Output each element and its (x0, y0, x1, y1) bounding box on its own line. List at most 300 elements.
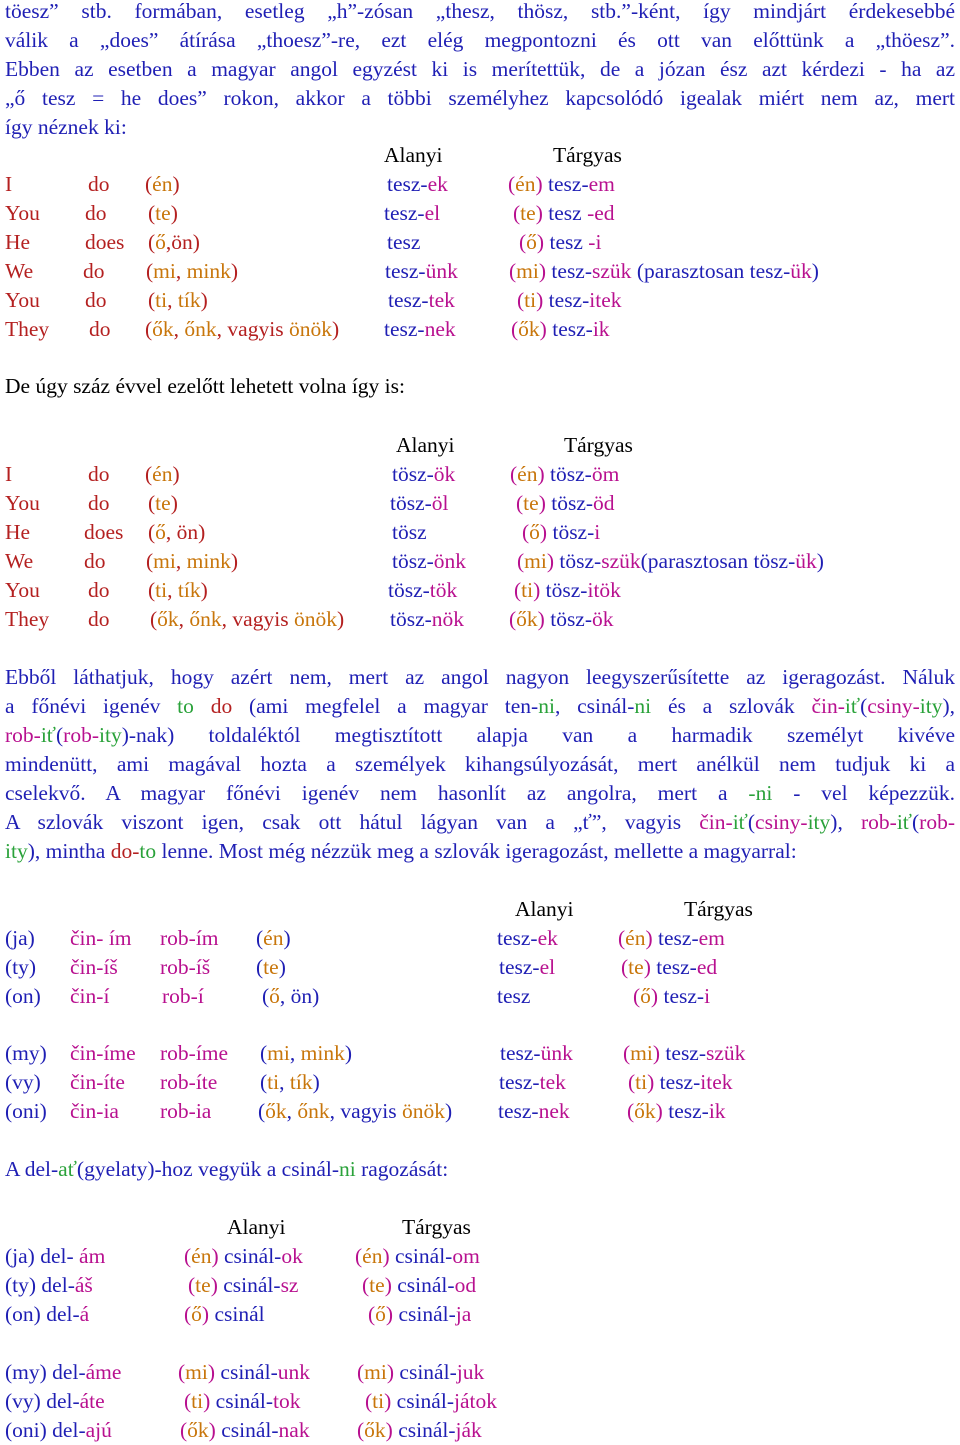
text-segment: They (5, 607, 50, 631)
text-segment: ők (187, 1418, 209, 1442)
table-cell (5, 1039, 47, 1068)
text-segment: ) (278, 955, 286, 979)
text-segment: ) (537, 607, 551, 631)
text-segment: te (195, 1273, 211, 1297)
text-segment: í (103, 984, 110, 1008)
text-segment: ) (535, 201, 549, 225)
table-cell (188, 1271, 298, 1300)
text-segment: ) (230, 259, 238, 283)
text-segment: ik (708, 1099, 726, 1123)
text-segment: - vel képezzük. (772, 781, 955, 805)
text-segment: csinál- (224, 1244, 282, 1268)
text-segment: ), (942, 694, 956, 718)
text-segment: ( (148, 520, 156, 544)
text-segment: nök (431, 607, 465, 631)
table-cell (392, 460, 455, 489)
text-segment: tösz- (392, 462, 434, 486)
text-segment: ( (513, 201, 521, 225)
text-segment: , (286, 1099, 298, 1123)
text-segment: tesz- (749, 259, 791, 283)
table-cell (145, 170, 180, 199)
text-segment: rob- (919, 810, 955, 834)
table-cell (5, 460, 12, 489)
text-segment: ajú (85, 1418, 112, 1442)
text-line (5, 26, 955, 55)
text-segment: ( (368, 1302, 376, 1326)
table-cell (5, 547, 33, 576)
text-segment: (my) (5, 1360, 47, 1384)
text-segment: )-nak) toldaléktól megtisztított alapja van a harmadik személyt kivéve (121, 723, 955, 747)
text-segment: ek (427, 172, 448, 196)
text-segment: ia (103, 1099, 119, 1123)
text-segment: ni (634, 694, 652, 718)
text-segment: tok (272, 1389, 301, 1413)
text-segment: ( (76, 1157, 85, 1181)
text-segment: ( (623, 1041, 631, 1065)
text-segment: szük (592, 259, 632, 283)
table-cell (83, 257, 105, 286)
text-segment: , vagyis (216, 317, 289, 341)
text-segment: od (454, 1273, 477, 1297)
table-cell (262, 982, 319, 1011)
text-segment: rob- (160, 1070, 196, 1094)
table-cell (392, 547, 466, 576)
text-segment: ni (538, 694, 555, 718)
table-cell (88, 460, 110, 489)
text-segment: ( (148, 491, 156, 515)
text-segment: i (594, 520, 601, 544)
table-cell (148, 489, 178, 518)
text-segment: (vy) (5, 1389, 41, 1413)
text-segment: ) (384, 1389, 397, 1413)
text-segment: tesz- (385, 259, 426, 283)
text-segment: ) (535, 172, 549, 196)
text-segment: ( (516, 491, 524, 515)
text-segment: , (289, 1041, 301, 1065)
text-segment: ) (536, 230, 550, 254)
text-segment: do (88, 172, 110, 196)
text-segment: itök (587, 578, 621, 602)
text-segment: csinál- (398, 1302, 456, 1326)
text-segment: do (88, 491, 110, 515)
table-cell (362, 1271, 476, 1300)
table-cell (621, 953, 717, 982)
text-segment: ő (640, 984, 651, 1008)
text-segment: ity (919, 694, 943, 718)
text-segment: ( (522, 520, 530, 544)
text-segment: ti (524, 288, 537, 312)
text-segment: mi (185, 1360, 208, 1384)
text-segment: tesz- (663, 984, 705, 1008)
text-segment: ) (331, 317, 340, 341)
text-segment: do (210, 694, 233, 718)
table-cell (160, 924, 219, 953)
text-segment: őnk (189, 607, 222, 631)
text-segment: áme (85, 1360, 122, 1384)
text-segment: ) (382, 1244, 396, 1268)
table-cell (388, 286, 455, 315)
text-segment: íte (195, 1070, 218, 1094)
table-cell (5, 286, 40, 315)
text-segment: ők (157, 607, 179, 631)
text-segment: ( (519, 230, 527, 254)
text-segment: (my) (5, 1041, 47, 1065)
text-segment: te (523, 491, 539, 515)
text-segment: (oni) (5, 1099, 47, 1123)
text-segment: tík (177, 288, 201, 312)
text-segment: nek (424, 317, 456, 341)
text-segment: „ő tesz = he does” rokon, akkor a többi személyhez kapcsolódó igealak miért nem az, mert (5, 86, 955, 110)
table-cell (184, 1300, 265, 1329)
header-targyas: Tárgyas (402, 1215, 471, 1239)
text-segment: önök (293, 607, 337, 631)
table-cell (517, 547, 824, 576)
text-segment: tösz- (392, 549, 434, 573)
text-line (5, 55, 955, 84)
text-segment: így néznek ki: (5, 115, 127, 139)
text-segment: does (85, 230, 125, 254)
table-cell (70, 953, 118, 982)
text-segment: ) (643, 955, 657, 979)
text-segment: őnk (297, 1099, 330, 1123)
text-segment: rob- (861, 810, 897, 834)
table-cell (5, 199, 40, 228)
table-cell (390, 489, 449, 518)
table-cell (180, 1416, 310, 1445)
text-segment: (ami megfelel a magyar (232, 694, 505, 718)
text-segment: te (155, 491, 171, 515)
text-segment: tösz- (390, 491, 432, 515)
text-segment: ( (184, 1244, 192, 1268)
text-segment: csinál- (395, 1244, 453, 1268)
text-segment: á (79, 1302, 90, 1326)
text-segment: ök (592, 607, 614, 631)
text-segment: ) (655, 1099, 669, 1123)
text-segment: I (5, 462, 13, 486)
table-cell (509, 605, 614, 634)
text-segment: én (517, 462, 538, 486)
text-segment: íme (103, 1041, 136, 1065)
header-targyas: Tárgyas (564, 433, 633, 457)
table-cell (84, 547, 106, 576)
table-cell (84, 518, 123, 547)
table-cell (618, 924, 725, 953)
text-segment: ) (200, 578, 208, 602)
text-segment: ) (210, 1273, 224, 1297)
text-segment: ) (533, 578, 546, 602)
text-line (5, 779, 955, 808)
text-segment: ) (230, 549, 238, 573)
header-alanyi: Alanyi (384, 143, 443, 167)
text-segment: ) (444, 1099, 453, 1123)
header-alanyi: Alanyi (227, 1215, 286, 1239)
text-segment: ( (146, 259, 154, 283)
text-segment: , (279, 1070, 290, 1094)
text-segment: ők (265, 1099, 287, 1123)
text-segment: tösz- (550, 607, 593, 631)
text-line (5, 692, 955, 721)
text-segment: ő (529, 520, 540, 544)
text-segment: ) (539, 520, 553, 544)
table-cell (387, 228, 420, 257)
table-cell (178, 1358, 310, 1387)
text-segment: ( (633, 984, 641, 1008)
text-segment: (ty) (5, 1273, 37, 1297)
text-segment: tesz- (548, 172, 589, 196)
text-segment: tösz- (390, 607, 432, 631)
text-segment: ten- (504, 694, 539, 718)
text-segment: ( (148, 578, 156, 602)
text-segment: mink (300, 1041, 345, 1065)
table-cell (5, 170, 12, 199)
text-segment: ik (592, 317, 610, 341)
text-segment: ) (538, 259, 552, 283)
text-segment: ragozását: (355, 1157, 449, 1181)
table-cell (256, 953, 286, 982)
text-segment: čin- (70, 1041, 104, 1065)
text-segment: tesz- (548, 288, 590, 312)
text-segment: You (5, 201, 40, 225)
text-segment: ők (516, 607, 538, 631)
text-segment: íte (103, 1070, 125, 1094)
text-segment: do (83, 259, 105, 283)
text-segment: do (88, 462, 110, 486)
table-cell (88, 576, 110, 605)
text-segment: ( (188, 1273, 196, 1297)
text-segment: ) (312, 1070, 320, 1094)
text-segment: csinál- (223, 1273, 281, 1297)
text-segment: ia (195, 1099, 212, 1123)
text-segment: juk (456, 1360, 485, 1384)
table-cell (516, 489, 615, 518)
text-segment: ať (58, 1157, 77, 1181)
text-segment: tesz- (498, 1099, 539, 1123)
text-segment: , vagyis (221, 607, 294, 631)
text-line (5, 84, 955, 113)
table-cell (5, 315, 49, 344)
text-segment: ) (200, 288, 208, 312)
table-cell (145, 315, 339, 344)
text-segment: én (625, 926, 646, 950)
text-segment: del- (24, 1157, 59, 1181)
table-cell (148, 199, 178, 228)
text-segment: ő (526, 230, 537, 254)
table-cell (88, 170, 110, 199)
text-segment: én (152, 172, 173, 196)
text-segment: ( (260, 1070, 268, 1094)
text-segment: csinál- (220, 1360, 278, 1384)
text-segment: ( (145, 317, 153, 341)
table-cell (88, 605, 110, 634)
text-segment: csinál- (221, 1418, 279, 1442)
text-segment: del- (40, 1389, 80, 1413)
table-cell (513, 199, 615, 228)
text-segment: mink (186, 549, 231, 573)
text-segment: csinál- (215, 1389, 273, 1413)
table-cell (384, 199, 440, 228)
table-cell (355, 1242, 480, 1271)
text-segment: ( (256, 926, 264, 950)
table-cell (384, 315, 456, 344)
table-cell (148, 228, 200, 257)
table-cell (184, 1387, 300, 1416)
text-segment: ek (537, 926, 558, 950)
text-segment: mi (364, 1360, 387, 1384)
text-segment: čin- (699, 810, 733, 834)
table-cell (146, 257, 238, 286)
text-segment: ( (860, 694, 868, 718)
table-cell (145, 460, 180, 489)
table-cell (148, 286, 208, 315)
text-segment: ( (148, 288, 156, 312)
text-segment: They (5, 317, 50, 341)
text-segment: ) (386, 1360, 400, 1384)
text-segment: to (177, 694, 194, 718)
text-segment: (on) (5, 1302, 41, 1326)
text-segment: íš (195, 955, 211, 979)
text-segment: čin- (70, 926, 104, 950)
text-segment: én (263, 926, 284, 950)
text-line (5, 837, 797, 866)
text-segment: íme (195, 1041, 229, 1065)
table-cell (260, 1068, 320, 1097)
text-segment: ( (621, 955, 629, 979)
text-segment: čin- (811, 694, 845, 718)
text-segment: del- (34, 1244, 80, 1268)
text-segment: szük (601, 549, 641, 573)
table-cell (392, 518, 427, 547)
table-cell (5, 1300, 89, 1329)
text-segment: ) (536, 288, 549, 312)
text-segment: iť (732, 810, 748, 834)
text-segment: I (5, 172, 13, 196)
text-segment: rob- (160, 1041, 196, 1065)
text-segment: -ni (748, 781, 773, 805)
table-cell (5, 605, 49, 634)
text-segment: ( (510, 462, 518, 486)
text-segment: ( (262, 984, 270, 1008)
text-segment: válik a „does” átírása „thoesz”-re, ezt elég megpontozni és ott van előttünk a „thöesz”. (5, 28, 955, 52)
text-segment: )-hoz vegyük a csinál- (147, 1157, 339, 1181)
text-segment: ti (155, 288, 168, 312)
table-cell (511, 315, 610, 344)
table-cell (148, 518, 205, 547)
text-segment: itek (700, 1070, 733, 1094)
text-segment: te (369, 1273, 385, 1297)
text-segment: öd (593, 491, 615, 515)
text-segment: te (520, 201, 536, 225)
text-segment: tösz- (753, 549, 796, 573)
text-segment: ti (372, 1389, 385, 1413)
table-cell (5, 1242, 105, 1271)
text-segment: , (167, 288, 178, 312)
text-segment: tík (289, 1070, 313, 1094)
text-segment: ( (148, 230, 156, 254)
text-segment: does (84, 520, 124, 544)
table-cell (160, 1068, 217, 1097)
text-segment: ) (647, 1070, 660, 1094)
text-segment: ( (355, 1244, 363, 1268)
text-segment: tesz- (658, 926, 699, 950)
text-segment: You (5, 288, 40, 312)
text-segment: tösz- (388, 578, 430, 602)
text-segment: ni (339, 1157, 356, 1181)
text-segment: ( (517, 288, 525, 312)
text-segment: (parasztosan (631, 259, 750, 283)
text-segment: , (175, 259, 187, 283)
text-segment: ) (170, 201, 178, 225)
text-segment: unk (277, 1360, 310, 1384)
text-segment: ) (211, 1244, 225, 1268)
text-segment: önök (401, 1099, 445, 1123)
text-segment: em (588, 172, 615, 196)
text-segment: ő (155, 520, 166, 544)
table-cell (387, 170, 448, 199)
table-cell (150, 605, 344, 634)
table-cell (627, 1097, 726, 1126)
text-segment: , ön) (165, 520, 206, 544)
del-line (5, 1155, 448, 1184)
table-cell (499, 1068, 566, 1097)
table-cell (85, 199, 107, 228)
text-segment: tesz- (384, 317, 425, 341)
text-segment: tösz- (545, 578, 588, 602)
text-segment: do (85, 201, 107, 225)
text-segment: tesz (497, 984, 531, 1008)
text-segment: You (5, 578, 40, 602)
text-segment: én (362, 1244, 383, 1268)
text-line (5, 750, 955, 779)
text-segment: én (152, 462, 173, 486)
text-line (5, 0, 955, 26)
text-segment: , vagyis (329, 1099, 402, 1123)
text-segment: tesz- (388, 288, 429, 312)
text-segment: ity (807, 810, 831, 834)
text-segment: ) (201, 1302, 215, 1326)
text-segment: čin- (70, 1070, 104, 1094)
text-segment: rob- (160, 1099, 196, 1123)
text-segment: el (539, 955, 556, 979)
table-cell (5, 982, 41, 1011)
table-cell (162, 982, 204, 1011)
text-segment: He (5, 520, 31, 544)
header-targyas: Tárgyas (684, 897, 753, 921)
text-segment: sz (280, 1273, 299, 1297)
text-segment: áš (74, 1273, 93, 1297)
text-segment: ,ön) (165, 230, 200, 254)
text-segment: ük (795, 549, 817, 573)
header-alanyi: Alanyi (396, 433, 455, 457)
table-cell (365, 1387, 497, 1416)
text-segment: itek (589, 288, 622, 312)
table-cell (510, 460, 619, 489)
text-segment: ) (816, 549, 824, 573)
text-segment: ( (357, 1418, 365, 1442)
text-segment: ( (145, 462, 153, 486)
table-cell (5, 1416, 112, 1445)
text-segment: You (5, 491, 40, 515)
table-cell (499, 953, 555, 982)
text-segment: ) (207, 1360, 221, 1384)
text-segment: ( (256, 955, 264, 979)
text-segment: , (167, 578, 178, 602)
text-segment: ) (811, 259, 819, 283)
text-segment: csinál- (398, 1418, 456, 1442)
text-segment: ( (517, 549, 525, 573)
text-segment: ) (538, 491, 552, 515)
text-segment: tösz- (550, 462, 592, 486)
table-cell (497, 982, 530, 1011)
